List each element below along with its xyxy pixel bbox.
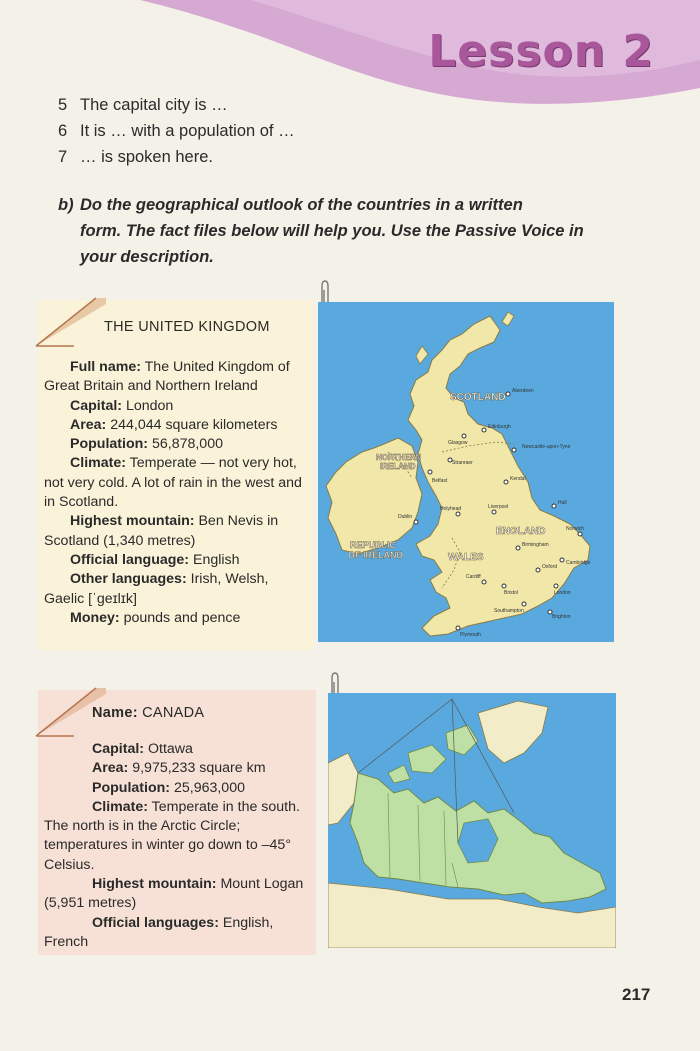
fact-line: Official languages: English, French	[44, 914, 274, 950]
fact-line: Capital: London	[70, 397, 174, 414]
fact-line: Climate: Temperate in the south. The north is in the Arctic Circle; temperatures in winter go down to –45° Celsius.	[44, 798, 300, 873]
fact-line: Other languages: Irish, Welsh, Gaelic [ˈgeɪlɪk]	[44, 571, 269, 607]
svg-text:Newcastle-upon-Tyne: Newcastle-upon-Tyne	[522, 444, 571, 450]
fact-line: Highest mountain: Mount Logan (5,951 metres)	[44, 876, 304, 912]
task-instruction: b) Do the geographical outlook of the countries in a written form. The fact files below will help you. Use the Passive Voice in your description.	[58, 196, 584, 266]
list-item: 6 It is … with a population of …	[58, 122, 295, 140]
uk-map	[318, 302, 614, 642]
svg-text:Oxford: Oxford	[542, 564, 558, 570]
fact-line: Money: pounds and pence	[70, 609, 241, 626]
svg-text:Dublin: Dublin	[398, 514, 413, 520]
fact-line: Full name: The United Kingdom of Great Britain and Northern Ireland	[44, 359, 290, 395]
svg-text:Southampton: Southampton	[494, 608, 524, 614]
map-label-scotland: SCOTLAND	[450, 392, 506, 403]
svg-text:Holyhead: Holyhead	[440, 506, 462, 512]
uk-heading: THE UNITED KINGDOM	[104, 319, 270, 335]
fact-line: Area: 9,975,233 square km	[92, 760, 266, 777]
canada-heading: Name: CANADA	[92, 705, 205, 721]
fact-line: Highest mountain: Ben Nevis in Scotland (1,340 metres)	[44, 513, 279, 549]
canada-map	[328, 693, 616, 948]
map-label-northern-ireland: IRELAND	[380, 462, 416, 471]
map-label-england: ENGLAND	[496, 526, 546, 537]
list-item: 5 The capital city is …	[58, 96, 228, 114]
svg-text:Aberdeen: Aberdeen	[512, 388, 534, 394]
map-label-republic: OF IRELAND	[348, 550, 403, 560]
svg-text:London: London	[554, 590, 571, 596]
fact-line: Official language: English	[70, 551, 240, 568]
page-number: 217	[622, 985, 651, 1004]
map-label-northern-ireland: NORTHERN	[376, 453, 422, 462]
lesson-title: Lesson 2	[428, 26, 654, 77]
svg-text:Cambridge: Cambridge	[566, 560, 591, 566]
svg-text:Bristol: Bristol	[504, 590, 518, 596]
canada-facts	[44, 740, 309, 952]
question-list	[58, 92, 295, 170]
fact-line: Population: 56,878,000	[70, 436, 223, 453]
fact-line: Area: 244,044 square kilometers	[70, 416, 278, 433]
fact-line: Capital: Ottawa	[92, 741, 193, 757]
svg-text:Kendal: Kendal	[510, 476, 526, 482]
svg-text:Plymouth: Plymouth	[460, 632, 481, 638]
fact-line: Population: 25,963,000	[92, 779, 245, 796]
fact-line: Climate: Temperate — not very hot, not very cold. A lot of rain in the west and in Scotland.	[44, 455, 302, 511]
uk-fact-file	[38, 300, 314, 650]
svg-text:Birmingham: Birmingham	[522, 542, 549, 548]
svg-text:Edinburgh: Edinburgh	[488, 424, 511, 430]
list-item: 7 … is spoken here.	[58, 148, 213, 166]
svg-text:Belfast: Belfast	[432, 478, 448, 484]
map-label-republic: REPUBLIC	[350, 540, 397, 550]
canada-fact-file	[38, 690, 316, 955]
uk-facts	[44, 358, 309, 628]
page-fold-icon	[34, 296, 106, 348]
svg-text:Norwich: Norwich	[566, 526, 585, 532]
svg-text:Brighton: Brighton	[552, 614, 571, 620]
svg-text:Liverpool: Liverpool	[488, 504, 509, 510]
svg-text:Glasgow: Glasgow	[448, 440, 468, 446]
svg-text:Stranraer: Stranraer	[452, 460, 473, 466]
svg-text:Cardiff: Cardiff	[466, 574, 481, 580]
svg-text:Hull: Hull	[558, 500, 567, 506]
map-label-wales: WALES	[448, 552, 484, 563]
